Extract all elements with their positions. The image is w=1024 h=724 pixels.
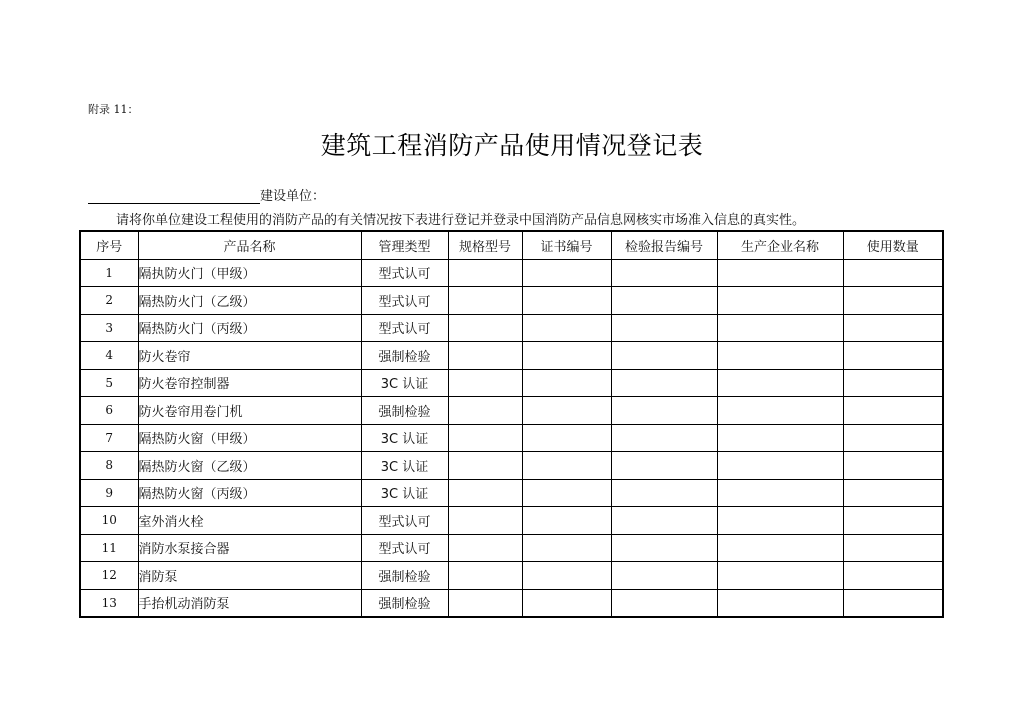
product-name: 隔热防火窗（丙级）: [138, 479, 361, 507]
report-no-cell[interactable]: [611, 314, 717, 342]
product-name: 消防泵: [138, 562, 361, 590]
manufacturer-cell[interactable]: [717, 479, 843, 507]
table-row: [80, 479, 943, 507]
header-cell-quantity: 使用数量: [843, 231, 943, 259]
certificate-no-cell[interactable]: [522, 424, 611, 452]
report-no-cell[interactable]: [611, 397, 717, 425]
manufacturer-cell[interactable]: [717, 287, 843, 315]
table-row: [80, 424, 943, 452]
quantity-cell[interactable]: [843, 534, 943, 562]
product-name: 隔热防火门（乙级）: [138, 287, 361, 315]
product-name: 防火卷帘: [138, 342, 361, 370]
certificate-no-cell[interactable]: [522, 342, 611, 370]
header-cell-spec-model: 规格型号: [448, 231, 522, 259]
table-row: [80, 259, 943, 287]
manufacturer-cell[interactable]: [717, 589, 843, 617]
header-cell-manufacturer: 生产企业名称: [717, 231, 843, 259]
spec-model-cell[interactable]: [448, 424, 522, 452]
management-type: 强制检验: [361, 562, 448, 590]
management-type: 型式认可: [361, 507, 448, 535]
report-no-cell[interactable]: [611, 589, 717, 617]
construction-unit-blank[interactable]: [88, 189, 260, 204]
spec-model-cell[interactable]: [448, 534, 522, 562]
spec-model-cell[interactable]: [448, 562, 522, 590]
page-title: 建筑工程消防产品使用情况登记表: [320, 131, 704, 160]
row-number: 5: [80, 369, 138, 397]
row-number: 7: [80, 424, 138, 452]
manufacturer-cell[interactable]: [717, 534, 843, 562]
header-cell-report-no: 检验报告编号: [611, 231, 717, 259]
quantity-cell[interactable]: [843, 314, 943, 342]
certificate-no-cell[interactable]: [522, 589, 611, 617]
row-number: 11: [80, 534, 138, 562]
row-number: 2: [80, 287, 138, 315]
table-row: [80, 452, 943, 480]
management-type: 3C 认证: [361, 479, 448, 507]
management-type: 3C 认证: [361, 369, 448, 397]
report-no-cell[interactable]: [611, 452, 717, 480]
quantity-cell[interactable]: [843, 369, 943, 397]
certificate-no-cell[interactable]: [522, 479, 611, 507]
management-type: 3C 认证: [361, 424, 448, 452]
spec-model-cell[interactable]: [448, 452, 522, 480]
header-cell-certificate-no: 证书编号: [522, 231, 611, 259]
product-name: 手抬机动消防泵: [138, 589, 361, 617]
manufacturer-cell[interactable]: [717, 369, 843, 397]
instruction-text: 请将你单位建设工程使用的消防产品的有关情况按下表进行登记并登录中国消防产品信息网核实市场准入信息的真实性。: [116, 213, 806, 228]
certificate-no-cell[interactable]: [522, 452, 611, 480]
quantity-cell[interactable]: [843, 287, 943, 315]
quantity-cell[interactable]: [843, 397, 943, 425]
row-number: 3: [80, 314, 138, 342]
management-type: 型式认可: [361, 287, 448, 315]
spec-model-cell[interactable]: [448, 342, 522, 370]
table-row: [80, 562, 943, 590]
product-name: 隔热防火门（丙级）: [138, 314, 361, 342]
table-row: [80, 507, 943, 535]
manufacturer-cell[interactable]: [717, 507, 843, 535]
product-name: 室外消火栓: [138, 507, 361, 535]
table-header-row: [80, 231, 943, 259]
row-number: 4: [80, 342, 138, 370]
spec-model-cell[interactable]: [448, 369, 522, 397]
management-type: 型式认可: [361, 534, 448, 562]
row-number: 8: [80, 452, 138, 480]
header-cell-product-name: 产品名称: [138, 231, 361, 259]
quantity-cell[interactable]: [843, 452, 943, 480]
quantity-cell[interactable]: [843, 259, 943, 287]
certificate-no-cell[interactable]: [522, 314, 611, 342]
row-number: 10: [80, 507, 138, 535]
management-type: 强制检验: [361, 342, 448, 370]
row-number: 9: [80, 479, 138, 507]
manufacturer-cell[interactable]: [717, 452, 843, 480]
certificate-no-cell[interactable]: [522, 397, 611, 425]
quantity-cell[interactable]: [843, 562, 943, 590]
spec-model-cell[interactable]: [448, 479, 522, 507]
certificate-no-cell[interactable]: [522, 287, 611, 315]
manufacturer-cell[interactable]: [717, 397, 843, 425]
construction-unit-label: 建设单位：: [260, 189, 326, 204]
quantity-cell[interactable]: [843, 589, 943, 617]
row-number: 12: [80, 562, 138, 590]
row-number: 13: [80, 589, 138, 617]
product-name: 隔热防火窗（乙级）: [138, 452, 361, 480]
report-no-cell[interactable]: [611, 424, 717, 452]
manufacturer-cell[interactable]: [717, 424, 843, 452]
row-number: 1: [80, 259, 138, 287]
management-type: 型式认可: [361, 314, 448, 342]
certificate-no-cell[interactable]: [522, 259, 611, 287]
table-row: [80, 314, 943, 342]
report-no-cell[interactable]: [611, 369, 717, 397]
management-type: 强制检验: [361, 589, 448, 617]
management-type: 型式认可: [361, 259, 448, 287]
spec-model-cell[interactable]: [448, 287, 522, 315]
product-name: 隔热防火窗（甲级）: [138, 424, 361, 452]
quantity-cell[interactable]: [843, 424, 943, 452]
table-row: [80, 397, 943, 425]
report-no-cell[interactable]: [611, 287, 717, 315]
manufacturer-cell[interactable]: [717, 562, 843, 590]
table-row: [80, 342, 943, 370]
table-row: [80, 534, 943, 562]
certificate-no-cell[interactable]: [522, 507, 611, 535]
header-cell-management-type: 管理类型: [361, 231, 448, 259]
report-no-cell[interactable]: [611, 259, 717, 287]
product-name: 消防水泵接合器: [138, 534, 361, 562]
table-row: [80, 287, 943, 315]
construction-unit-line: [88, 186, 325, 204]
report-no-cell[interactable]: [611, 479, 717, 507]
quantity-cell[interactable]: [843, 479, 943, 507]
spec-model-cell[interactable]: [448, 259, 522, 287]
certificate-no-cell[interactable]: [522, 534, 611, 562]
product-name: 隔执防火门（甲级）: [138, 259, 361, 287]
table-row: [80, 369, 943, 397]
management-type: 强制检验: [361, 397, 448, 425]
manufacturer-cell[interactable]: [717, 342, 843, 370]
report-no-cell[interactable]: [611, 562, 717, 590]
spec-model-cell[interactable]: [448, 589, 522, 617]
registration-table: [79, 230, 944, 618]
report-no-cell[interactable]: [611, 534, 717, 562]
certificate-no-cell[interactable]: [522, 562, 611, 590]
row-number: 6: [80, 397, 138, 425]
spec-model-cell[interactable]: [448, 507, 522, 535]
quantity-cell[interactable]: [843, 507, 943, 535]
manufacturer-cell[interactable]: [717, 259, 843, 287]
product-name: 防火卷帘控制器: [138, 369, 361, 397]
manufacturer-cell[interactable]: [717, 314, 843, 342]
quantity-cell[interactable]: [843, 342, 943, 370]
appendix-label: 附录 11：: [88, 103, 139, 116]
management-type: 3C 认证: [361, 452, 448, 480]
table-row: [80, 589, 943, 617]
product-name: 防火卷帘用卷门机: [138, 397, 361, 425]
report-no-cell[interactable]: [611, 342, 717, 370]
spec-model-cell[interactable]: [448, 397, 522, 425]
header-cell-no: 序号: [80, 231, 138, 259]
spec-model-cell[interactable]: [448, 314, 522, 342]
certificate-no-cell[interactable]: [522, 369, 611, 397]
report-no-cell[interactable]: [611, 507, 717, 535]
